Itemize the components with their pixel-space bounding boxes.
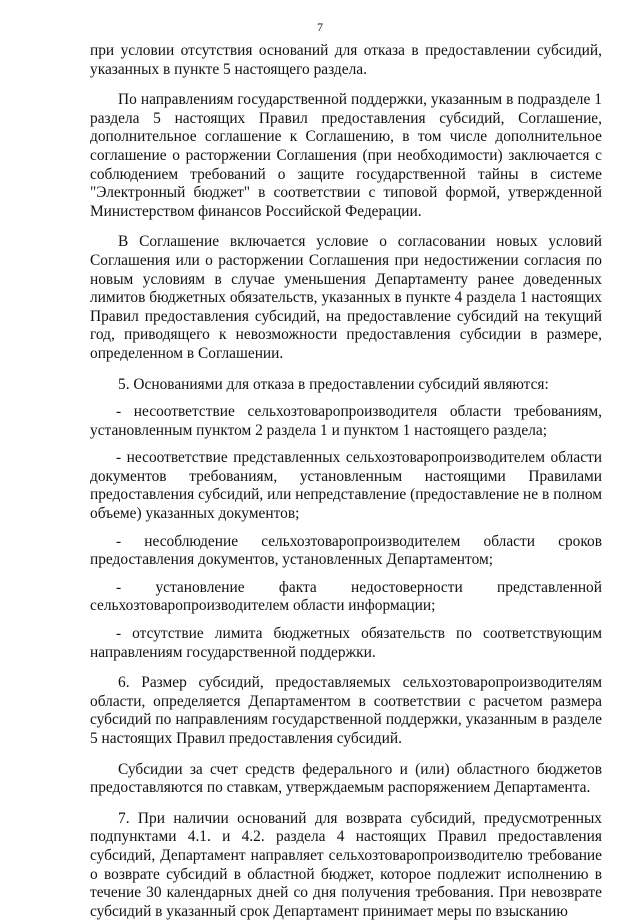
list-item-refusal-4: - установление факта недостоверности представленной сельхозтоваропроизводителем области информации; [90, 578, 602, 615]
list-item-refusal-2: - несоответствие представленных сельхозтоваропроизводителем области документов требованиям, установленным настоящими Правилами предоставления субсидий, или непредставление (предоставление не в полном объеме) указанных документов; [90, 449, 602, 523]
paragraph-subsidy-amount: 6. Размер субсидий, предоставляемых сельхозтоваропроизводителям области, определяется Департаментом в соответствии с расчетом размера субсидий по направлениям государственной поддержки, указанным в разделе 5 настоящих Правил предоставления субсидий. [90, 674, 602, 747]
list-item-refusal-5: - отсутствие лимита бюджетных обязательств по соответствующим направлениям государственной поддержки. [90, 625, 602, 661]
document-body [90, 42, 602, 921]
paragraph-subsidy-rates: Субсидии за счет средств федерального и (или) областного бюджетов предоставляются по ставкам, утверждаемым распоряжением Департамента. [90, 760, 602, 797]
paragraph-continuation: при условии отсутствия оснований для отказа в предоставлении субсидий, указанных в пункте 5 настоящего раздела. [90, 42, 602, 78]
page-number: 7 [317, 20, 323, 34]
paragraph-agreement-conditions: В Соглашение включается условие о согласовании новых условий Соглашения или о расторжении Соглашения при недостижении согласия по новым условиям в случае уменьшения Департаменту ранее доведенных лимитов бюджетных обязательств, указанных в пункте 4 раздела 1 настоящих Правил предоставления субсидий, на предоставление субсидий на текущий год, приводящего к невозможности предоставления субсидии в размере, определенном в Соглашении. [90, 233, 602, 362]
paragraph-refusal-grounds-heading: 5. Основаниями для отказа в предоставлении субсидий являются: [118, 375, 549, 393]
paragraph-agreement-electronic-budget: По направлениям государственной поддержки, указанным в подразделе 1 раздела 5 настоящих Правил предоставления субсидий, Соглашение, дополнительное соглашение к Соглашению, в том числе дополнительное соглашение о расторжении Соглашения (при необходимости) заключается с соблюдением требований о защите государственной тайны в системе "Электронный бюджет" в соответствии с типовой формой, утвержденной Министерством финансов Российской Федерации. [90, 91, 602, 220]
paragraph-subsidy-return: 7. При наличии оснований для возврата субсидий, предусмотренных подпунктами 4.1. и 4.2. раздела 4 настоящих Правил предоставления субсидий, Департамент направляет сельхозтоваропроизводителю требование о возврате субсидий в областной бюджет, которое подлежит исполнению в течение 30 календарных дней со дня получения требования. При невозврате субсидий в указанный срок Департамент принимает меры по взысканию [90, 809, 602, 920]
list-item-refusal-3: - несоблюдение сельхозтоваропроизводителем области сроков предоставления документов, установленных Департаментом; [90, 532, 602, 569]
list-item-refusal-1: - несоответствие сельхозтоваропроизводителя области требованиям, установленным пунктом 2 раздела 1 и пунктом 1 настоящего раздела; [90, 403, 602, 439]
